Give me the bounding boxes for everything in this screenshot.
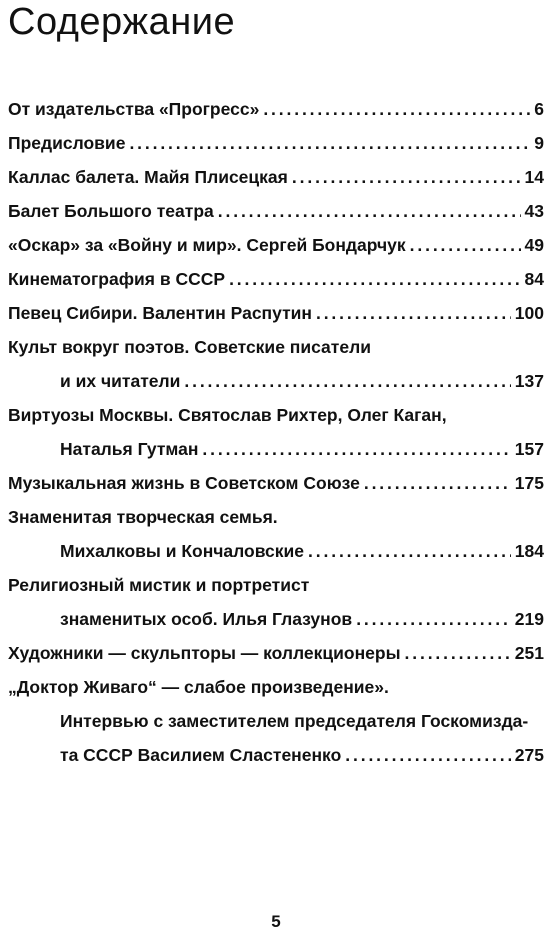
dot-leader	[364, 466, 511, 500]
toc-entry-line	[8, 568, 544, 602]
dot-leader	[263, 92, 530, 126]
dot-leader	[229, 262, 520, 296]
toc-entry-page-number: 14	[524, 167, 544, 187]
toc-entry	[8, 398, 544, 466]
toc-entry-continuation-line	[8, 602, 544, 636]
toc-entry-line	[8, 296, 544, 330]
toc-entry-text: Художники — скульпторы — коллекционеры	[8, 643, 401, 663]
toc-entry-line	[8, 194, 544, 228]
toc-entry-line	[8, 670, 544, 704]
toc-entry	[8, 636, 544, 670]
toc-entry	[8, 262, 544, 296]
toc-entry-continuation-line	[8, 704, 544, 738]
toc-entry-text: Культ вокруг поэтов. Советские писатели	[8, 337, 371, 357]
table-of-contents	[8, 92, 544, 772]
toc-entry-page-number: 157	[514, 439, 544, 459]
toc-entry-text: Михалковы и Кончаловские	[60, 541, 305, 561]
toc-entry	[8, 92, 544, 126]
toc-entry-continuation-line	[8, 534, 544, 568]
toc-entry	[8, 466, 544, 500]
toc-entry-continuation-line	[8, 738, 544, 772]
toc-entry	[8, 228, 544, 262]
toc-entry-page-number: 137	[514, 371, 544, 391]
toc-entry-text: „Доктор Живаго“ — слабое произведение».	[8, 677, 389, 697]
toc-entry-text: Певец Сибири. Валентин Распутин	[8, 303, 312, 323]
toc-entry	[8, 194, 544, 228]
toc-entry-line	[8, 160, 544, 194]
toc-entry-text: От издательства «Прогресс»	[8, 99, 260, 119]
dot-leader	[356, 602, 511, 636]
toc-entry-text: Предисловие	[8, 133, 126, 153]
toc-entry	[8, 126, 544, 160]
dot-leader	[202, 432, 510, 466]
toc-entry-page-number: 175	[514, 473, 544, 493]
dot-leader	[308, 534, 511, 568]
toc-entry-text: та СССР Василием Сластененко	[60, 745, 342, 765]
toc-entry-text: Виртуозы Москвы. Святослав Рихтер, Олег Каган,	[8, 405, 447, 425]
toc-entry-page-number: 184	[514, 541, 544, 561]
toc-entry	[8, 670, 544, 772]
toc-entry-text: Интервью с заместителем председателя Госкомизда-	[60, 711, 529, 731]
toc-entry-text: Каллас балета. Майя Плисецкая	[8, 167, 288, 187]
toc-entry-line	[8, 398, 544, 432]
page-title: Содержание	[8, 1, 236, 43]
toc-entry-page-number: 6	[534, 99, 544, 119]
dot-leader	[292, 160, 521, 194]
toc-entry-text: Кинематография в СССР	[8, 269, 226, 289]
toc-entry-page-number: 251	[514, 643, 544, 663]
toc-entry-text: Наталья Гутман	[60, 439, 199, 459]
toc-entry-text: Балет Большого театра	[8, 201, 214, 221]
dot-leader	[410, 228, 521, 262]
toc-entry-continuation-line	[8, 432, 544, 466]
dot-leader	[405, 636, 511, 670]
toc-entry-page-number: 219	[514, 609, 544, 629]
toc-entry	[8, 296, 544, 330]
toc-entry-text: знаменитых особ. Илья Глазунов	[60, 609, 353, 629]
toc-entry-line	[8, 92, 544, 126]
toc-entry-page-number: 275	[514, 745, 544, 765]
dot-leader	[316, 296, 511, 330]
toc-entry	[8, 160, 544, 194]
toc-entry-line	[8, 228, 544, 262]
toc-entry-continuation-line	[8, 364, 544, 398]
toc-entry	[8, 568, 544, 636]
toc-entry-line	[8, 330, 544, 364]
toc-entry-text: Музыкальная жизнь в Советском Союзе	[8, 473, 360, 493]
toc-entry-page-number: 9	[534, 133, 544, 153]
toc-entry-line	[8, 126, 544, 160]
toc-entry-page-number: 49	[524, 235, 544, 255]
toc-entry-page-number: 100	[514, 303, 544, 323]
toc-entry-text: и их читатели	[60, 371, 181, 391]
dot-leader	[218, 194, 521, 228]
toc-entry-page-number: 43	[524, 201, 544, 221]
dot-leader	[345, 738, 511, 772]
page-number: 5	[271, 912, 281, 931]
toc-entry	[8, 500, 544, 568]
toc-entry-line	[8, 500, 544, 534]
toc-entry-line	[8, 636, 544, 670]
toc-entry-page-number: 84	[524, 269, 544, 289]
toc-entry-text: Религиозный мистик и портретист	[8, 575, 310, 595]
toc-entry-text: Знаменитая творческая семья.	[8, 507, 278, 527]
toc-entry-line	[8, 466, 544, 500]
toc-entry	[8, 330, 544, 398]
dot-leader	[184, 364, 510, 398]
dot-leader	[129, 126, 530, 160]
toc-entry-line	[8, 262, 544, 296]
toc-entry-text: «Оскар» за «Войну и мир». Сергей Бондарчук	[8, 235, 406, 255]
